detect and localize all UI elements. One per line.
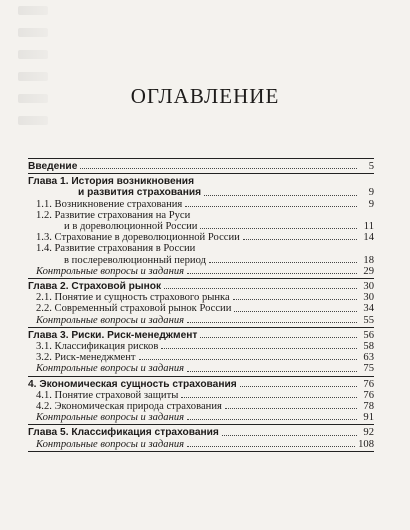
toc-entry-page: 91 [363, 412, 374, 424]
table-of-contents [28, 158, 374, 452]
dot-leader [187, 419, 357, 420]
toc-entry-label: Контрольные вопросы и задания [36, 265, 185, 277]
toc-entry-label: 4. Экономическая сущность страхования [28, 378, 237, 390]
dot-leader [204, 195, 357, 196]
toc-entry-page: 55 [363, 314, 374, 326]
toc-entry[interactable] [28, 210, 374, 221]
toc-entry-page: 11 [363, 221, 374, 233]
dot-leader [200, 337, 357, 338]
toc-entry[interactable] [28, 243, 374, 254]
toc-entry-label: и развития страхования [78, 187, 202, 199]
toc-entry-page: 9 [368, 187, 374, 199]
toc-entry[interactable] [28, 352, 374, 363]
toc-entry-page: 14 [363, 232, 374, 244]
dot-leader [222, 435, 357, 436]
dot-leader [139, 359, 357, 360]
dot-leader [187, 322, 357, 323]
toc-entry-label: Глава 2. Страховой рынок [28, 281, 162, 293]
toc-entry-label: Глава 3. Риски. Риск-менеджмент [28, 329, 198, 341]
toc-section-chapter-2 [28, 279, 374, 328]
toc-entry-page: 18 [363, 254, 374, 266]
dot-leader [181, 397, 357, 398]
toc-entry-label: Контрольные вопросы и задания [36, 412, 185, 424]
toc-entry[interactable] [28, 255, 374, 266]
toc-entry[interactable] [28, 401, 374, 412]
toc-entry-page: 78 [363, 401, 374, 413]
dot-leader [243, 239, 357, 240]
toc-entry-label: 3.2. Риск-менеджмент [36, 352, 136, 364]
toc-entry-page: 76 [363, 389, 374, 401]
toc-entry[interactable] [28, 363, 374, 374]
toc-entry[interactable] [28, 439, 374, 450]
toc-entry-page: 5 [368, 161, 374, 172]
toc-entry[interactable] [28, 390, 374, 401]
dot-leader [187, 273, 357, 274]
toc-entry[interactable] [28, 412, 374, 423]
dot-leader [161, 348, 357, 349]
toc-entry-label: Введение [28, 161, 78, 172]
toc-section-chapter-3 [28, 328, 374, 377]
toc-entry-label: Контрольные вопросы и задания [36, 363, 185, 375]
dot-leader [233, 299, 357, 300]
toc-section-intro [28, 159, 374, 174]
toc-section-chapter-1 [28, 174, 374, 279]
toc-entry[interactable] [28, 161, 374, 172]
toc-entry[interactable] [28, 221, 374, 232]
toc-entry[interactable] [28, 281, 374, 292]
toc-entry-page: 56 [363, 329, 374, 341]
toc-section-chapter-4 [28, 377, 374, 426]
dot-leader [200, 228, 357, 229]
toc-entry-label: Глава 1. История возникновения [28, 176, 195, 188]
dot-leader [185, 206, 357, 207]
dot-leader [164, 288, 357, 289]
dot-leader [225, 408, 357, 409]
toc-entry[interactable] [28, 330, 374, 341]
dot-leader [187, 446, 355, 447]
toc-entry[interactable] [28, 176, 374, 187]
toc-section-chapter-5 [28, 425, 374, 451]
toc-entry-label: 2.1. Понятие и сущность страхового рынка [36, 292, 230, 304]
toc-entry-label: 4.2. Экономическая природа страхования [36, 401, 222, 413]
toc-entry-label: 3.1. Классификация рисков [36, 341, 159, 353]
toc-entry-label: 1.3. Страхование в дореволюционной России [36, 232, 240, 244]
toc-entry-page: 58 [363, 341, 374, 353]
toc-entry-page: 108 [358, 438, 374, 450]
toc-entry-page: 29 [363, 265, 374, 277]
toc-entry-label: и в дореволюционной России [64, 221, 198, 233]
toc-entry[interactable] [28, 303, 374, 314]
toc-entry-label: в послереволюционный период [64, 254, 206, 266]
toc-entry-page: 63 [363, 352, 374, 364]
dot-leader [234, 311, 357, 312]
toc-entry-label: 2.2. Современный страховой рынок России [36, 303, 232, 315]
dot-leader [187, 371, 357, 372]
toc-entry-page: 92 [363, 427, 374, 439]
toc-entry-page: 76 [363, 378, 374, 390]
toc-entry-label: Контрольные вопросы и задания [36, 314, 185, 326]
toc-entry-label: 1.4. Развитие страхования в России [36, 243, 196, 255]
toc-entry[interactable] [28, 379, 374, 390]
toc-entry[interactable] [28, 427, 374, 438]
toc-entry-page: 34 [363, 303, 374, 315]
page-title: ОГЛАВЛЕНИЕ [130, 84, 280, 108]
toc-entry-label: Глава 5. Классификация страхования [28, 427, 219, 439]
toc-entry-label: Контрольные вопросы и задания [36, 438, 185, 450]
toc-entry-page: 9 [368, 198, 374, 210]
dot-leader [80, 168, 357, 169]
toc-entry-page: 30 [363, 292, 374, 304]
toc-entry-page: 75 [363, 363, 374, 375]
toc-entry[interactable] [28, 232, 374, 243]
toc-entry[interactable] [28, 341, 374, 352]
toc-entry[interactable] [28, 292, 374, 303]
toc-entry-label: 1.1. Возникновение страхования [36, 198, 183, 210]
toc-entry-page: 30 [363, 281, 374, 293]
toc-entry[interactable] [28, 315, 374, 326]
toc-entry[interactable] [28, 187, 374, 198]
toc-entry[interactable] [28, 199, 374, 210]
dot-leader [240, 386, 357, 387]
dot-leader [209, 262, 357, 263]
toc-entry-label: 1.2. Развитие страхования на Руси [36, 209, 191, 221]
toc-entry-label: 4.1. Понятие страховой защиты [36, 389, 179, 401]
bleed-through-marks [18, 6, 48, 138]
toc-entry[interactable] [28, 266, 374, 277]
